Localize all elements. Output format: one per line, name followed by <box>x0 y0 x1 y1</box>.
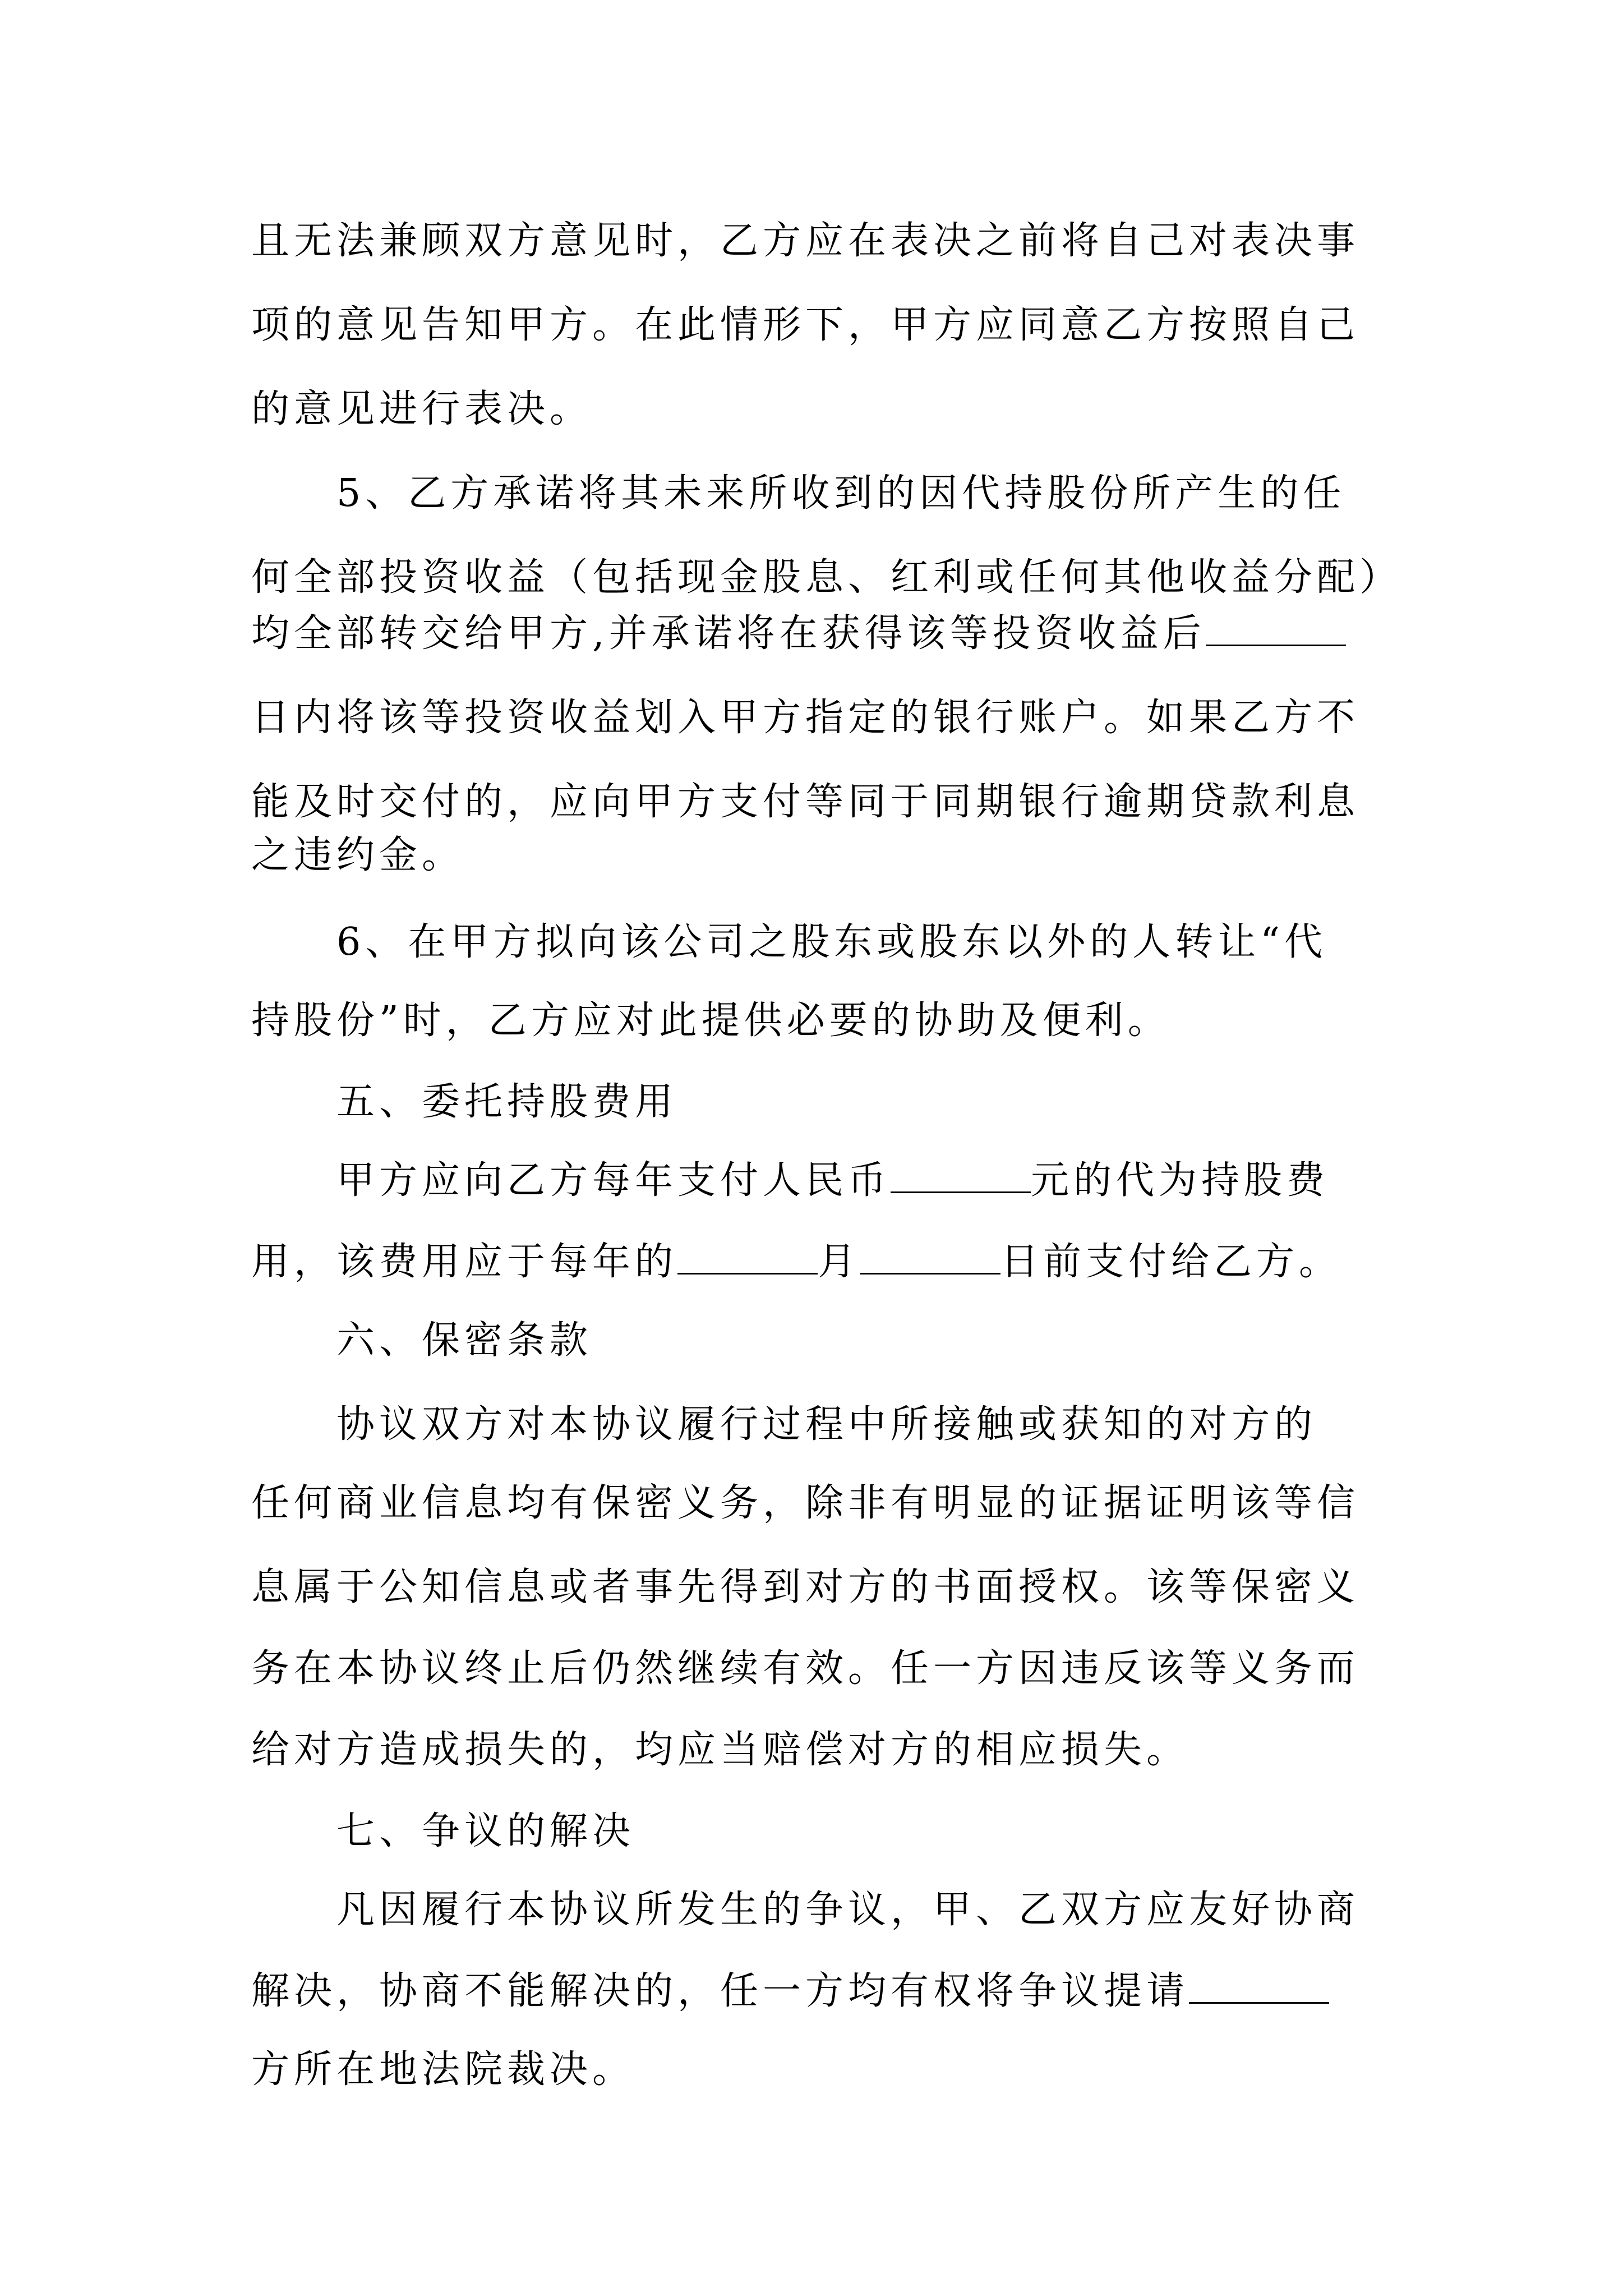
line-text: 日内将该等投资收益划入甲方指定的银行账户。如果乙方不 <box>251 696 1360 740</box>
heading-text: 七、争议的解决 <box>336 1809 635 1853</box>
paragraph-line <box>251 295 1378 356</box>
paragraph-line <box>336 912 1378 973</box>
line-text: 的意见进行表决。 <box>251 387 593 431</box>
paragraph-line <box>336 1879 1378 1941</box>
line-text: 何全部投资收益（包括现金股息、红利或任何其他收益分配） <box>251 555 1403 600</box>
line-text: 甲方应向乙方每年支付人民币 <box>336 1158 891 1203</box>
section-heading <box>336 1801 1378 1862</box>
line-text: 6、在甲方拟向该公司之股东或股东以外的人转让“代 <box>336 920 1327 964</box>
paragraph-line <box>251 379 1378 440</box>
section-heading <box>336 1310 1378 1372</box>
paragraph-line <box>336 463 1378 524</box>
paragraph-line <box>251 687 1378 749</box>
line-text: 均全部转交给甲方,并承诺将在获得该等投资收益后 <box>251 611 1206 656</box>
paragraph-line <box>251 1961 1378 2022</box>
line-text: 能及时交付的，应向甲方支付等同于同期银行逾期贷款利息 <box>251 780 1360 824</box>
line-text: 解决，协商不能解决的，任一方均有权将争议提请 <box>251 1969 1189 2013</box>
paragraph-line <box>251 1719 1378 1781</box>
line-text: 5、乙方承诺将其未来所收到的因代持股份所产生的任 <box>336 471 1346 516</box>
line-text: 项的意见告知甲方。在此情形下，甲方应同意乙方按照自己 <box>251 303 1360 347</box>
line-text: 用，该费用应于每年的 <box>251 1240 678 1284</box>
paragraph-line <box>251 1557 1378 1618</box>
blank-line <box>1189 1968 1329 2004</box>
line-text: 且无法兼顾双方意见时，乙方应在表决之前将自己对表决事 <box>251 219 1360 263</box>
line-text: 日前支付给乙方。 <box>1000 1240 1342 1284</box>
paragraph-line <box>251 1473 1378 1534</box>
line-text: 方所在地法院裁决。 <box>251 2047 635 2092</box>
line-text: 元的代为持股费 <box>1031 1158 1330 1203</box>
heading-text: 五、委托持股费用 <box>336 1080 678 1124</box>
blank-line <box>860 1239 1000 1274</box>
paragraph-line <box>251 990 1378 1052</box>
paragraph-line <box>251 1231 1378 1293</box>
line-text: 月 <box>818 1240 861 1284</box>
blank-line <box>1206 611 1346 646</box>
line-text: 务在本协议终止后仍然继续有效。任一方因违反该等义务而 <box>251 1646 1360 1691</box>
section-heading <box>336 1071 1378 1133</box>
paragraph-line <box>251 547 1403 609</box>
line-text: 凡因履行本协议所发生的争议，甲、乙双方应友好协商 <box>336 1888 1360 1932</box>
heading-text: 六、保密条款 <box>336 1318 593 1363</box>
paragraph-line <box>336 1394 1378 1456</box>
paragraph-line <box>251 771 1378 833</box>
line-text: 给对方造成损失的，均应当赔偿对方的相应损失。 <box>251 1728 1189 1772</box>
line-text: 持股份”时，乙方应对此提供必要的协助及便利。 <box>251 999 1170 1043</box>
paragraph-line <box>251 1638 1378 1700</box>
line-text: 协议双方对本协议履行过程中所接触或获知的对方的 <box>336 1402 1317 1447</box>
paragraph-line <box>251 825 1378 886</box>
paragraph-line <box>251 210 1378 272</box>
blank-line <box>891 1158 1031 1193</box>
paragraph-line <box>336 1150 1378 1212</box>
paragraph-line <box>251 2039 1378 2101</box>
blank-line <box>677 1239 818 1274</box>
line-text: 息属于公知信息或者事先得到对方的书面授权。该等保密义 <box>251 1565 1360 1609</box>
line-text: 之违约金。 <box>251 833 465 877</box>
line-text: 任何商业信息均有保密义务，除非有明显的证据证明该等信 <box>251 1481 1360 1525</box>
paragraph-line <box>251 603 1378 665</box>
